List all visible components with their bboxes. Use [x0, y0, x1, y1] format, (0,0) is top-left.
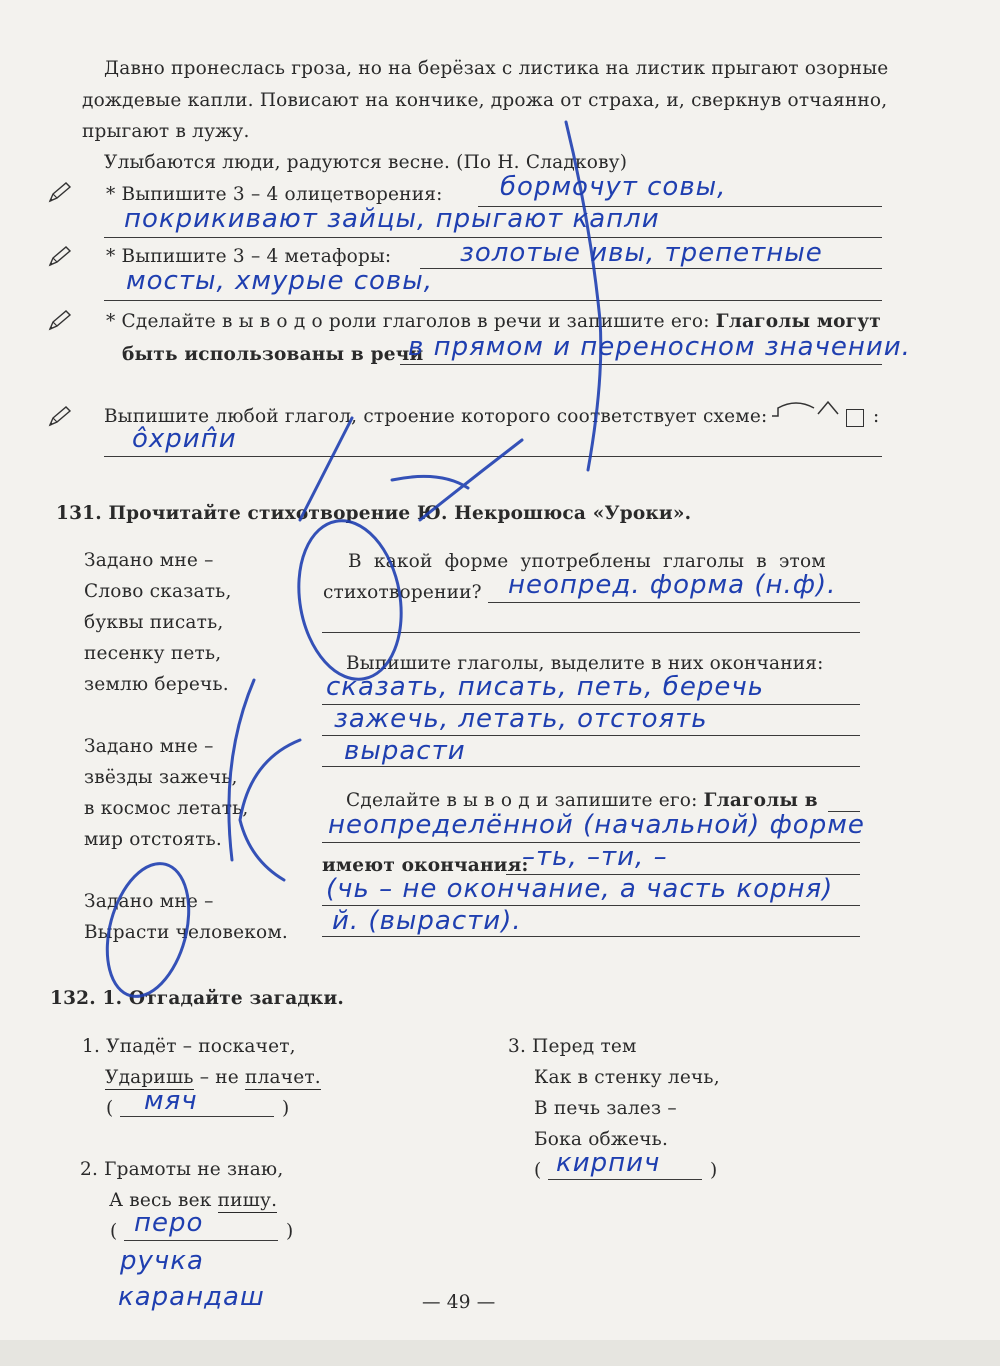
- conclusion-131-label: [346, 790, 818, 811]
- personification-answer-2: покрикивают зайцы, прыгают капли: [124, 204, 660, 234]
- riddle-word: А весь век: [109, 1190, 212, 1211]
- conclusion-131-answer-3: (чь – не окончание, а часть корня): [326, 874, 834, 904]
- poem-line: Задано мне –: [84, 550, 214, 571]
- paren-close: ): [282, 1098, 290, 1119]
- scheme-box-icon: [846, 409, 864, 427]
- conclusion-131-answer-4: й. (вырасти).: [332, 906, 522, 936]
- intro-line-1: Давно пронеслась гроза, но на берёзах с листика на листик прыгают озорные: [104, 58, 889, 79]
- conclusion-131-label-2: имеют окончания:: [322, 855, 529, 876]
- conclusion-131-answer-1: неопределённой (начальной) форме: [328, 810, 865, 840]
- answer-line: [488, 602, 860, 603]
- riddle-3-line-4: Бока обжечь.: [534, 1129, 669, 1150]
- poem-line: мир отстоять.: [84, 829, 223, 850]
- pencil-icon: [47, 308, 73, 332]
- intro-line-4: Улыбаются люди, радуются весне. (По Н. Сладкову): [104, 152, 628, 173]
- answer-line: [120, 1116, 274, 1117]
- riddle-1-line-2: [105, 1067, 321, 1088]
- exercise-131-title: 131. Прочитайте стихотворение Ю. Некрошюса «Уроки».: [56, 503, 692, 524]
- pencil-icon: [47, 404, 73, 428]
- pencil-icon: [47, 180, 73, 204]
- personification-label: * Выпишите 3 – 4 олицетворения:: [106, 184, 443, 205]
- conclusion-131-bold: Глаголы в: [703, 790, 818, 811]
- metaphors-answer-1: золотые ивы, трепетные: [460, 238, 823, 268]
- question-form-2: стихотворении?: [323, 582, 482, 603]
- riddle-word: Ударишь: [105, 1067, 194, 1088]
- verbs-answer-2: зажечь, летать, отстоять: [334, 704, 708, 734]
- verbs-answer-3: вырасти: [344, 736, 466, 766]
- poem-line: землю беречь.: [84, 674, 229, 695]
- poem-line: в космос летать,: [84, 798, 249, 819]
- poem-line: Слово сказать,: [84, 581, 232, 602]
- answer-line: [400, 364, 882, 365]
- poem-line: звёзды зажечь,: [84, 767, 238, 788]
- riddle-3-line-2: Как в стенку лечь,: [534, 1067, 720, 1088]
- riddle-word: плачет.: [245, 1067, 321, 1088]
- paren-open: (: [106, 1098, 114, 1119]
- morpheme-scheme-icon: [770, 396, 842, 418]
- riddle-3-line-3: В печь залез –: [534, 1098, 677, 1119]
- riddle-2-answer-2: ручка: [120, 1246, 204, 1276]
- scheme-answer: о̂хрип̂и: [132, 424, 237, 454]
- scheme-label: Выпишите любой глагол, строение которого соответствует схеме:: [104, 406, 768, 427]
- conclusion-label: [106, 311, 881, 332]
- question-endings: Выпишите глаголы, выделите в них окончания:: [346, 653, 824, 674]
- paren-close: ): [286, 1221, 294, 1242]
- poem-line: буквы писать,: [84, 612, 224, 633]
- answer-line: [322, 766, 860, 767]
- metaphors-label: * Выпишите 3 – 4 метафоры:: [106, 246, 392, 267]
- conclusion-131-answer-2: –ть, –ти, –: [522, 842, 668, 872]
- riddle-word: пишу.: [217, 1190, 278, 1211]
- poem-line: Вырасти человеком.: [84, 922, 289, 943]
- conclusion-label-bold: Глаголы могут: [715, 311, 881, 332]
- page-number: — 49 —: [422, 1292, 496, 1313]
- riddle-3-line-1: 3. Перед тем: [508, 1036, 637, 1057]
- exercise-132-title: 132. 1. Отгадайте загадки.: [50, 988, 345, 1009]
- scan-edge: [0, 1340, 1000, 1366]
- riddle-3-answer: кирпич: [556, 1148, 661, 1178]
- paren-close: ): [710, 1160, 718, 1181]
- answer-line: [104, 456, 882, 457]
- conclusion-answer: в прямом и переносном значении.: [408, 332, 911, 362]
- conclusion-label-2: быть использованы в речи: [122, 344, 424, 365]
- form-answer: неопред. форма (н.ф).: [508, 570, 837, 600]
- conclusion-131-text: Сделайте в ы в о д и запишите его:: [346, 790, 698, 811]
- conclusion-label-text: * Сделайте в ы в о д о роли глаголов в речи и запишите его:: [106, 311, 710, 332]
- intro-line-3: прыгают в лужу.: [82, 121, 250, 142]
- answer-line: [548, 1179, 702, 1180]
- riddle-2-answer-1: перо: [134, 1208, 204, 1238]
- intro-line-2: дождевые капли. Повисают на кончике, дрожа от страха, и, сверкнув отчаянно,: [82, 90, 888, 111]
- question-form-1: В какой форме употреблены глаголы в этом: [348, 551, 826, 572]
- poem-line: Задано мне –: [84, 736, 214, 757]
- scheme-colon: :: [873, 406, 880, 427]
- riddle-1-line-1: 1. Упадёт – поскачет,: [82, 1036, 296, 1057]
- answer-line: [322, 936, 860, 937]
- riddle-1-answer: мяч: [144, 1086, 198, 1116]
- poem-line: песенку петь,: [84, 643, 222, 664]
- pencil-icon: [47, 244, 73, 268]
- riddle-word: – не: [199, 1067, 239, 1088]
- answer-line: [420, 268, 882, 269]
- personification-answer-1: бормочут совы,: [500, 172, 727, 202]
- paren-open: (: [534, 1160, 542, 1181]
- answer-line: [322, 632, 860, 633]
- riddle-2-answer-3: карандаш: [118, 1282, 265, 1312]
- verbs-answer-1: сказать, писать, петь, беречь: [326, 672, 765, 702]
- answer-line: [124, 1240, 278, 1241]
- riddle-2-line-1: 2. Грамоты не знаю,: [80, 1159, 284, 1180]
- paren-open: (: [110, 1221, 118, 1242]
- metaphors-answer-2: мосты, хмурые совы,: [126, 266, 434, 296]
- answer-line: [104, 300, 882, 301]
- poem-line: Задано мне –: [84, 891, 214, 912]
